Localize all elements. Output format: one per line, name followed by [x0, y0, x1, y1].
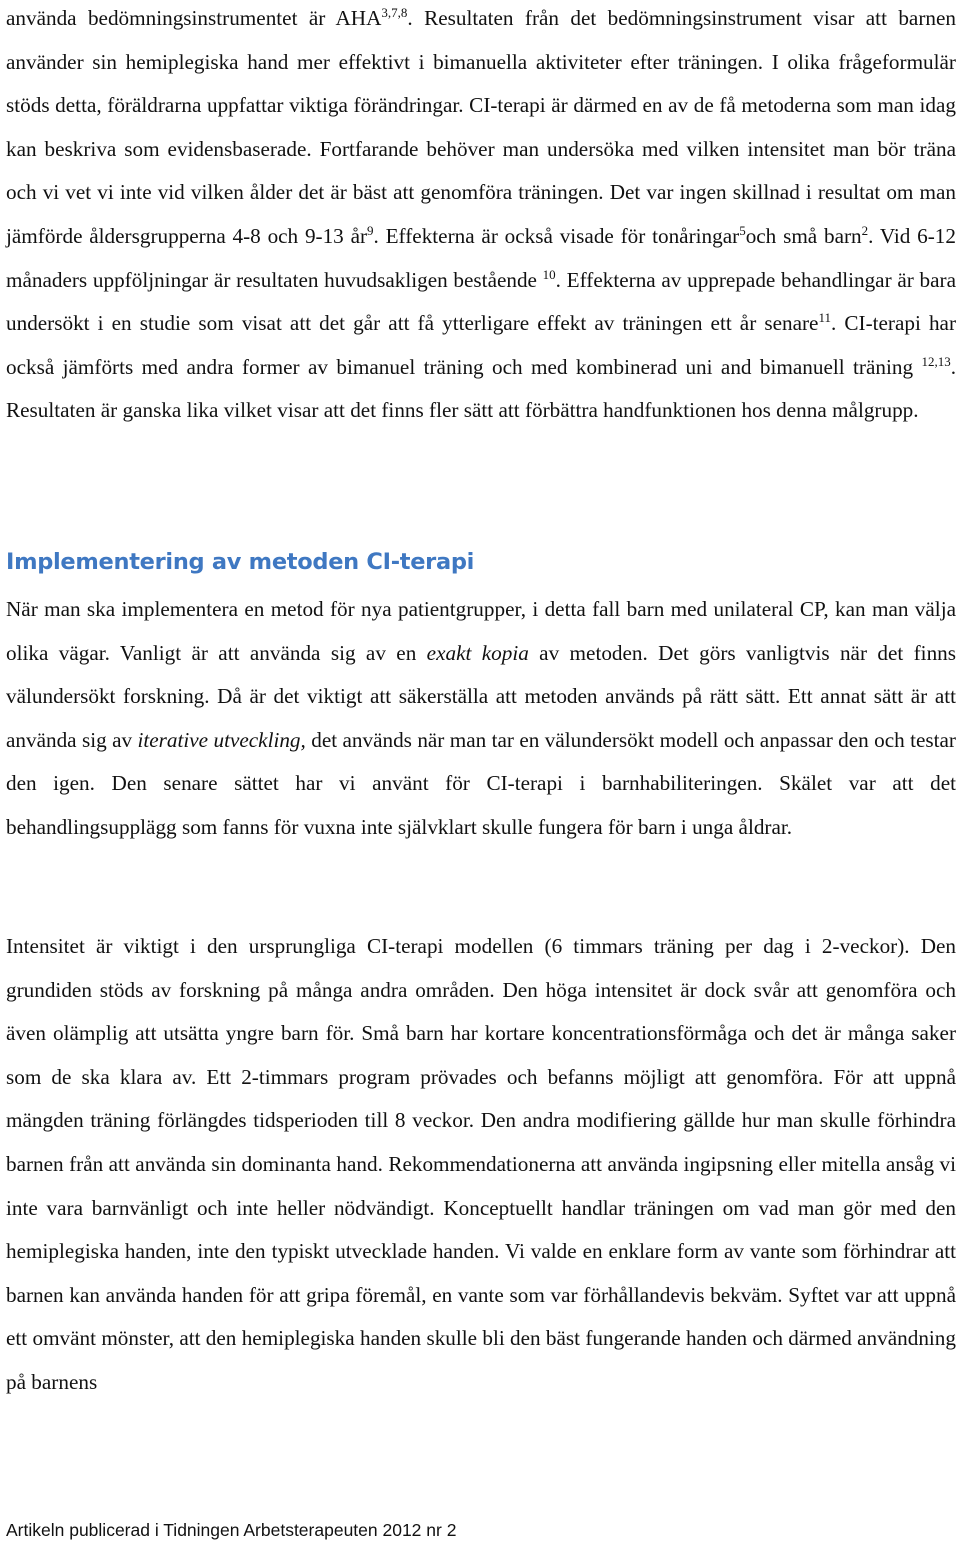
text-segment: det används när man tar en välundersökt modell och anpassar den och testar den igen. Den senare sättet har vi använt för CI-terapi i barnhabiliteringen. Skälet var att det behandlingsupplägg som fanns för vuxna inte självklart skulle fungera för barn i unga åldrar.: [6, 727, 956, 839]
italic-term: iterative utveckling,: [137, 727, 306, 752]
text-segment: av metoden. Det görs vanligtvis när det finns välundersökt forskning. Då är det viktigt att säkerställa att metoden används på rätt sätt. Ett annat sätt är att använda sig av: [6, 640, 957, 752]
text-segment: . Effekterna är också visade för tonåringar: [373, 223, 740, 248]
reference-superscript: 5: [739, 222, 746, 238]
text-segment: . Effekterna av upprepade behandlingar är bara undersökt i en studie som visat att det går att få ytterligare effekt av träningen ett år senare: [6, 267, 956, 336]
reference-superscript: 11: [818, 310, 831, 326]
italic-term: exakt kopia: [426, 640, 529, 665]
text-segment: . Vid 6-12 månaders uppföljningar är resultaten huvudsakligen bestående: [6, 223, 956, 292]
text-segment: . CI-terapi har också jämförts med andra former av bimanuel träning och med kombinerad uni and bimanuell träning: [6, 311, 957, 379]
body-paragraph-evidence: [6, 0, 956, 433]
text-segment: När man ska implementera en metod för nya patientgrupper, i detta fall barn med unilateral CP, kan man välja olika vägar. Vanligt är att använda sig av en: [6, 597, 956, 665]
text-segment: . Resultaten är ganska lika vilket visar att det finns fler sätt att förbättra handfunktionen hos denna målgrupp.: [6, 354, 956, 423]
text-segment: och små barn: [745, 223, 862, 248]
body-paragraph-implementation: [6, 588, 956, 850]
reference-superscript: 2: [861, 222, 869, 238]
page-footer: Artikeln publicerad i Tidningen Arbetsterapeuten 2012 nr 2: [6, 1520, 457, 1540]
reference-superscript: 10: [542, 266, 556, 282]
text-segment: använda bedömningsinstrumentet är AHA: [6, 6, 382, 30]
section-heading: Implementering av metoden CI-terapi: [6, 549, 475, 575]
body-paragraph-intensity: Intensitet är viktigt i den ursprungliga CI-terapi modellen (6 timmars träning per dag i 2-veckor). Den grundiden stöds av forskning på många andra områden. Den höga intensitet är dock svår att genomföra och även olämplig att utsätta yngre barn för. Små barn har kortare koncentrationsförmåga och det är många saker som de ska klara av. Ett 2-timmars program prövades och befanns möjligt att genomföra. För att uppnå mängden träning förlängdes tidsperioden till 8 veckor. Den andra modifiering gällde hur man skulle förhindra barnen från att använda sin dominanta hand. Rekommendationerna att använda ingipsning eller mitella ansåg vi inte vara barnvänligt och inte heller nödvändigt. Konceptuellt handlar träningen om vad man gör med den hemiplegiska handen, inte den typiskt utvecklade handen. Vi valde en enklare form av vante som förhindrar att barnen kan använda handen för att gripa föremål, en vante som var förhållandevis bekväm. Syftet var att uppnå ett omvänt mönster, att den hemiplegiska handen skulle bli den bäst fungerande handen och därmed användning på barnens: [6, 934, 956, 1394]
text-segment: . Resultaten från det bedömningsinstrument visar att barnen använder sin hemiplegiska hand mer effektivt i bimanuella aktiviteter efter träningen. I olika frågeformulär stöds detta, föräldrarna uppfattar viktiga förändringar. CI-terapi är därmed en av de få metoderna som man idag kan beskriva som evidensbaserade. Fortfarande behöver man undersöka med vilken intensitet man bör träna och vi vet vi inte vid vilken ålder det är bäst att genomföra träningen. Det var ingen skillnad i resultat om man jämförde åldersgrupperna 4-8 och 9-13 år: [6, 6, 956, 248]
reference-superscript: 9: [367, 222, 374, 238]
reference-superscript: 12,13: [921, 353, 951, 369]
reference-superscript: 3,7,8: [381, 5, 408, 20]
